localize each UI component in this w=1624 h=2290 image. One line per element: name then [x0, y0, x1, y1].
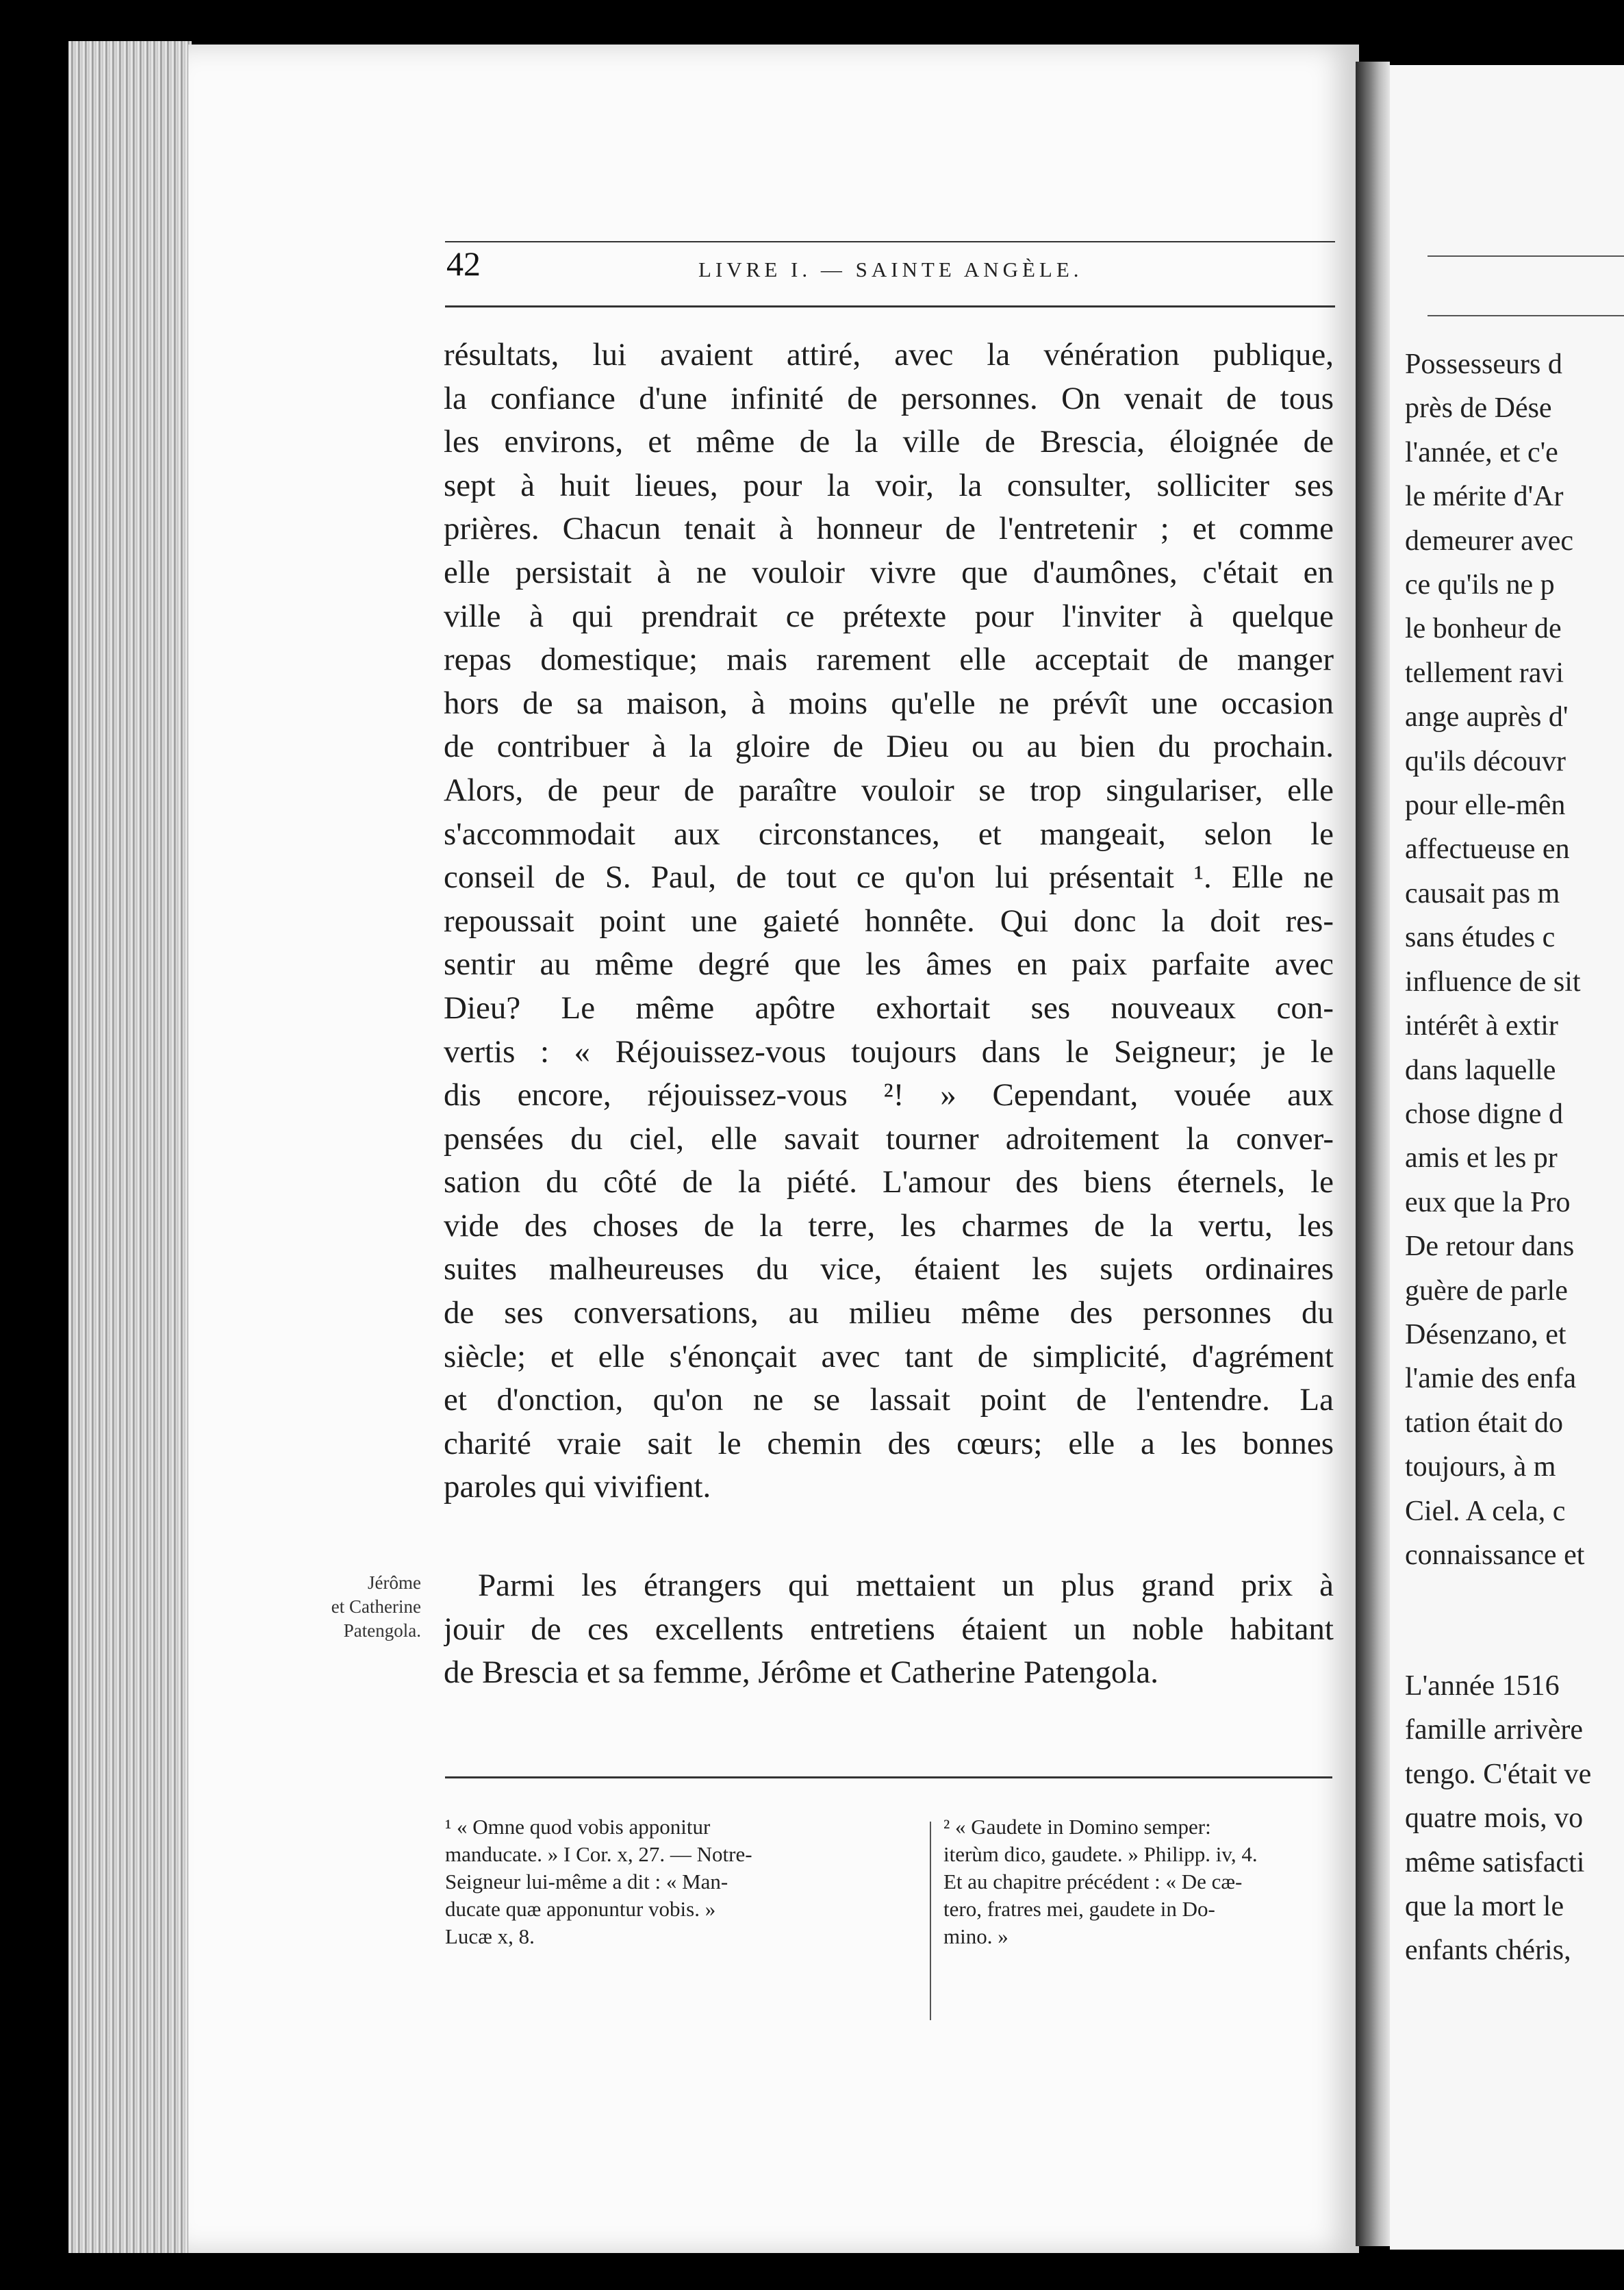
text-line: résultats, lui avaient attiré, avec la vénération publique, — [444, 337, 1334, 373]
text-line: de Brescia et sa femme, Jérôme et Catherine Patengola. — [444, 1654, 1159, 1691]
footnote-line: ² « Gaudete in Domino semper: — [943, 1815, 1211, 1839]
text-line: affectueuse en — [1405, 833, 1570, 866]
text-line: qu'ils découvr — [1405, 745, 1566, 777]
text-line: causait pas m — [1405, 877, 1560, 909]
footnote-line: Lucæ x, 8. — [445, 1924, 535, 1948]
footnote-line: mino. » — [943, 1924, 1008, 1948]
text-line: ange auprès d' — [1405, 701, 1569, 733]
text-line: conseil de S. Paul, de tout ce qu'on lui présentait ¹. Elle ne — [444, 859, 1334, 896]
right-page-header-rule — [1428, 255, 1624, 257]
running-title: LIVRE I. — SAINTE ANGÈLE. — [698, 257, 1083, 281]
text-line: même satisfacti — [1405, 1846, 1585, 1878]
text-line: le mérite d'Ar — [1405, 481, 1564, 513]
text-line: suites malheureuses du vice, étaient les sujets ordinaires — [444, 1251, 1334, 1287]
footnote-1 — [445, 1813, 883, 1950]
text-line: Parmi les étrangers qui mettaient un plus grand prix à — [478, 1568, 1334, 1603]
header-bottom-rule — [445, 305, 1335, 307]
text-line: près de Dése — [1405, 392, 1552, 425]
text-line: L'année 1516 — [1405, 1670, 1560, 1702]
paragraph-2 — [444, 1564, 1334, 1695]
footnote-rule — [445, 1776, 1332, 1778]
text-line: tation était do — [1405, 1407, 1563, 1439]
text-line: famille arrivère — [1405, 1714, 1583, 1746]
text-line: enfants chéris, — [1405, 1935, 1571, 1967]
footnote-line: Seigneur lui-même a dit : « Man- — [445, 1870, 728, 1893]
text-line: l'année, et c'e — [1405, 436, 1558, 468]
text-line: quatre mois, vo — [1405, 1802, 1584, 1835]
text-line: dans laquelle — [1405, 1054, 1556, 1086]
margin-note-line: Patengola. — [343, 1620, 421, 1641]
text-line: charité vraie sait le chemin des cœurs; elle a les bonnes — [444, 1425, 1334, 1461]
text-line: de ses conversations, au milieu même des personnes du — [444, 1295, 1334, 1331]
right-page-header-rule — [1428, 315, 1624, 316]
footnote-line: iterùm dico, gaudete. » Philipp. iv, 4. — [943, 1842, 1258, 1866]
text-line: intérêt à extir — [1405, 1010, 1558, 1042]
margin-note — [264, 1571, 421, 1643]
right-page-text-1 — [1405, 342, 1624, 1577]
text-line: pour elle-mên — [1405, 790, 1566, 822]
text-line: siècle; et elle s'énonçait avec tant de simplicité, d'agrément — [444, 1338, 1334, 1374]
text-line: elle persistait à ne vouloir vivre que d'aumônes, c'était en — [444, 554, 1334, 590]
text-line: ville à qui prendrait ce prétexte pour l'inviter à quelque — [444, 598, 1334, 634]
text-line: chose digne d — [1405, 1098, 1563, 1130]
text-line: toujours, à m — [1405, 1451, 1556, 1483]
text-line: de contribuer à la gloire de Dieu ou au bien du prochain. — [444, 729, 1334, 765]
footnote-divider — [930, 1822, 931, 2020]
text-line: vide des choses de la terre, les charmes de la vertu, les — [444, 1207, 1334, 1244]
footnote-line: ¹ « Omne quod vobis apponitur — [445, 1815, 711, 1839]
footnote-line: manducate. » I Cor. x, 27. — Notre- — [445, 1842, 752, 1866]
text-line: tellement ravi — [1405, 657, 1564, 689]
text-line: connaissance et — [1405, 1539, 1585, 1571]
text-line: influence de sit — [1405, 966, 1581, 998]
text-line: Alors, de peur de paraître vouloir se trop singulariser, elle — [444, 772, 1334, 808]
text-line: hors de sa maison, à moins qu'elle ne prévît une occasion — [444, 685, 1334, 721]
text-line: l'amie des enfa — [1405, 1363, 1577, 1395]
text-line: dis encore, réjouissez-vous ²! » Cependant, vouée aux — [444, 1077, 1334, 1113]
text-line: les environs, et même de la ville de Brescia, éloignée de — [444, 424, 1334, 460]
right-page-text-2 — [1405, 1664, 1624, 1973]
book-fore-edge — [68, 41, 192, 2253]
margin-note-line: et Catherine — [331, 1596, 421, 1617]
footnote-line: Et au chapitre précédent : « De cæ- — [943, 1870, 1243, 1893]
header-top-rule — [445, 241, 1335, 242]
text-line: Ciel. A cela, c — [1405, 1495, 1566, 1527]
text-line: De retour dans — [1405, 1231, 1575, 1263]
footnote-line: tero, fratres mei, gaudete in Do- — [943, 1897, 1215, 1921]
text-line: ce qu'ils ne p — [1405, 569, 1555, 601]
text-line: sation du côté de la piété. L'amour des biens éternels, le — [444, 1164, 1334, 1200]
footnote-2 — [943, 1813, 1361, 1950]
text-line: sentir au même degré que les âmes en paix parfaite avec — [444, 946, 1334, 983]
text-line: et d'onction, qu'on ne se lassait point de l'entendre. La — [444, 1382, 1334, 1418]
text-line: repas domestique; mais rarement elle acceptait de manger — [444, 642, 1334, 678]
page-number: 42 — [446, 244, 481, 283]
text-line: guère de parle — [1405, 1274, 1568, 1307]
text-line: repoussait point une gaieté honnête. Qui donc la doit res- — [444, 903, 1334, 939]
text-line: amis et les pr — [1405, 1142, 1558, 1174]
text-line: paroles qui vivifient. — [444, 1469, 711, 1505]
paragraph-1 — [444, 334, 1334, 1509]
text-line: pensées du ciel, elle savait tourner adroitement la conver- — [444, 1120, 1334, 1157]
text-line: le bonheur de — [1405, 613, 1562, 645]
text-line: vertis : « Réjouissez-vous toujours dans le Seigneur; je le — [444, 1033, 1334, 1070]
text-line: tengo. C'était ve — [1405, 1758, 1592, 1790]
text-line: Possesseurs d — [1405, 349, 1562, 380]
text-line: sept à huit lieues, pour la voir, la consulter, solliciter ses — [444, 467, 1334, 503]
footnote-line: ducate quæ apponuntur vobis. » — [445, 1897, 716, 1921]
text-line: sans études c — [1405, 922, 1556, 954]
text-line: que la mort le — [1405, 1891, 1564, 1923]
text-line: s'accommodait aux circonstances, et mangeait, selon le — [444, 816, 1334, 852]
text-line: jouir de ces excellents entretiens étaient un noble habitant — [444, 1611, 1334, 1647]
text-line: Désenzano, et — [1405, 1318, 1566, 1350]
margin-note-line: Jérôme — [368, 1572, 421, 1593]
text-line: demeurer avec — [1405, 525, 1573, 557]
text-line: prières. Chacun tenait à honneur de l'entretenir ; et comme — [444, 511, 1334, 547]
text-line: eux que la Pro — [1405, 1186, 1571, 1218]
text-line: Dieu? Le même apôtre exhortait ses nouveaux con- — [444, 990, 1334, 1026]
text-line: la confiance d'une infinité de personnes. On venait de tous — [444, 380, 1334, 416]
